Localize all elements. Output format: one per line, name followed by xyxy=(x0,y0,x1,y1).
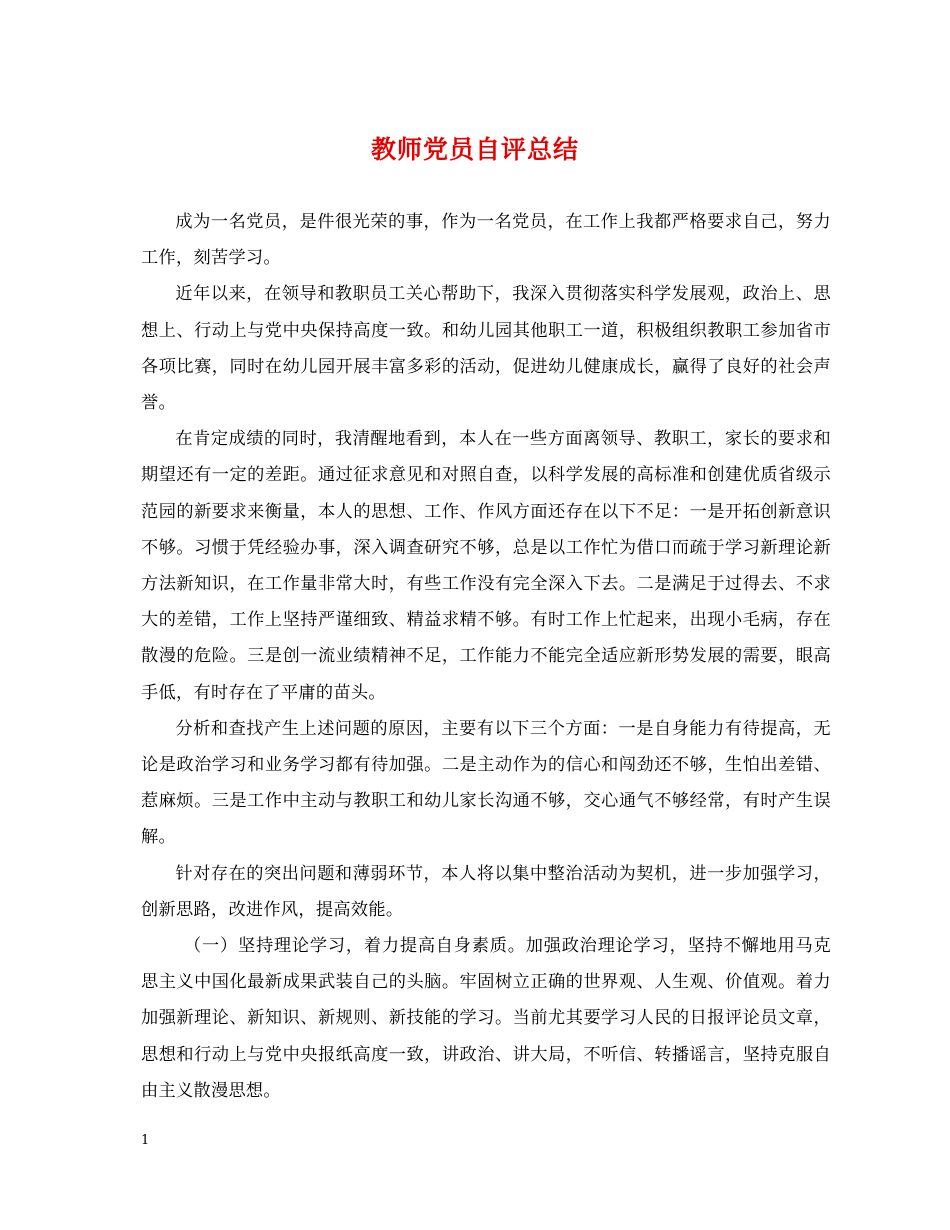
page-number: 1 xyxy=(141,1133,150,1148)
paragraph-6: （一）坚持理论学习，着力提高自身素质。加强政治理论学习，坚持不懈地用马克思主义中国化最新成果武装自己的头脑。牢固树立正确的世界观、人生观、价值观。着力加强新理论、新知识、新规则、新技能的学习。当前尤其要学习人民的日报评论员文章，思想和行动上与党中央报纸高度一致，讲政治、讲大局，不听信、转播谣言，坚持克服自由主义散漫思想。 xyxy=(141,936,831,1101)
paragraph-1: 成为一名党员，是件很光荣的事，作为一名党员，在工作上我都严格要求自己，努力工作，刻苦学习。 xyxy=(141,212,831,269)
document-body xyxy=(141,204,831,1109)
paragraph-2: 近年以来，在领导和教职员工关心帮助下，我深入贯彻落实科学发展观，政治上、思想上、行动上与党中央保持高度一致。和幼儿园其他职工一道，积极组织教职工参加省市各项比赛，同时在幼儿园开展丰富多彩的活动，促进幼儿健康成长，赢得了良好的社会声誉。 xyxy=(141,284,831,414)
document-title: 教师党员自评总结 xyxy=(370,135,579,164)
paragraph-4: 分析和查找产生上述问题的原因，主要有以下三个方面：一是自身能力有待提高，无论是政治学习和业务学习都有待加强。二是主动作为的信心和闯劲还不够，生怕出差错、惹麻烦。三是工作中主动与教职工和幼儿家长沟通不够，交心通气不够经常，有时产生误解。 xyxy=(141,718,831,848)
paragraph-5: 针对存在的突出问题和薄弱环节，本人将以集中整治活动为契机，进一步加强学习，创新思路，改进作风，提高效能。 xyxy=(141,863,831,920)
paragraph-3: 在肯定成绩的同时，我清醒地看到，本人在一些方面离领导、教职工，家长的要求和期望还有一定的差距。通过征求意见和对照自查，以科学发展的高标准和创建优质省级示范园的新要求来衡量，本人的思想、工作、作风方面还存在以下不足：一是开拓创新意识不够。习惯于凭经验办事，深入调查研究不够，总是以工作忙为借口而疏于学习新理论新方法新知识，在工作量非常大时，有些工作没有完全深入下去。二是满足于过得去、不求大的差错，工作上坚持严谨细致、精益求精不够。有时工作上忙起来，出现小毛病，存在散漫的危险。三是创一流业绩精神不足，工作能力不能完全适应新形势发展的需要，眼高手低，有时存在了平庸的苗头。 xyxy=(141,429,831,703)
